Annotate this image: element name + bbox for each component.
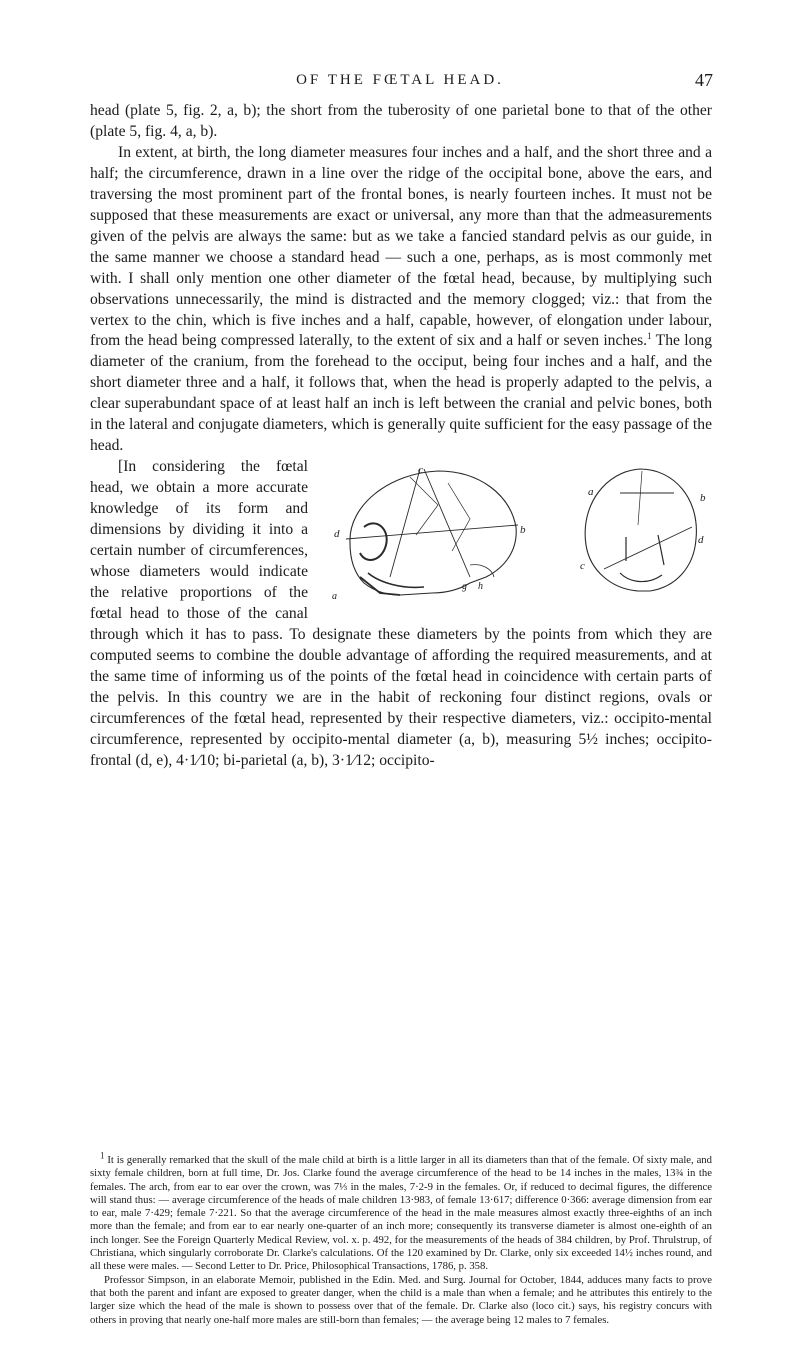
running-head: [0, 70, 800, 92]
skull-front-view: [580, 469, 706, 591]
label-c: c: [418, 465, 423, 477]
paragraph-extent-text: In extent, at birth, the long diameter measures four inches and a half, and the short three and a half; the circumference, drawn in a line over the ridge of the occipital bone, above the ears, and traversing the most prominent part of the frontal bones, is nearly fourteen inches. It must not be supposed that these measurements are exact or universal, any more than that the admeasurements given of the pelvis are always the same: but as we take a fancied standard pelvis as our guide, in the same manner we choose a standard head — such a one, perhaps, as is most commonly met with. I shall only mention one other diameter of the fœtal head, because, by multiplying such observations unnecessarily, the mind is distracted and the memory clogged; viz.: that from the vertex to the chin, which is five inches and a half, capable, however, of elongation under labour, from the head being compressed laterally, to the extent of six and a half or seven inches.: [90, 143, 712, 350]
footnotes: [90, 1150, 712, 1327]
skull-figure: [320, 465, 712, 601]
label-c-right: c: [580, 560, 585, 573]
skull-side-jaw: [368, 573, 424, 587]
paragraph-circumferences-text: [In considering the fœtal head, we obtain a more accurate knowledge of its form and dimensions by dividing it into a certain number of circumferences, whose diameters would indicate the relative proportions of the fœtal head to those of the canal through which it has to pass. To designate these diameters by the points from which they are computed seems to combine the double advantage of affording the required measurements, and at the same time of informing us of the points of the fœtal head in coincidence with certain parts of the pelvis. In this country we are in the habit of reckoning four distinct regions, ovals or circumferences of the fœtal head, represented by their respective diameters, viz.: occipito-mental circumference, represented by occipito-mental diameter (a, b), measuring 5½ inches; occipito-frontal (d, e), 4·1⁄10; bi-parietal (a, b), 3·1⁄12; occipito-: [90, 458, 712, 769]
page-number: 47: [695, 70, 713, 90]
label-d-right: d: [698, 534, 704, 547]
skull-front-cheeks: [626, 535, 664, 565]
skull-side-view: [332, 465, 526, 601]
paragraph-circumferences: [90, 457, 712, 771]
paragraph-long-diameter: The long diameter of the cranium, from the forehead to the occiput, being four inches and a half, and the short diameter three and a half, it follows that, when the head is properly adapted to the pelvis, a clear superabundant space of at least half an inch is left between the cranial and pelvic bones, both in the lateral and conjugate diameters, which is generally quite sufficient for the easy passage of the head.: [90, 332, 712, 455]
footnote-1-marker: 1: [100, 1150, 105, 1161]
footnote-marker: 1: [647, 331, 652, 342]
diameter-line-cd: [604, 527, 692, 569]
label-d: d: [334, 528, 340, 541]
paragraph-extent: [90, 143, 712, 457]
skull-diagrams: [320, 465, 712, 601]
paragraph-continued: head (plate 5, fig. 2, a, b); the short from the tuberosity of one parietal bone to that of the other (plate 5, fig. 4, a, b).: [90, 102, 712, 140]
diameter-line-cg: [390, 469, 420, 577]
skull-side-eye-orbit: [360, 524, 387, 561]
skull-front-suture: [638, 471, 642, 525]
footnote-2: Professor Simpson, in an elaborate Memoir, published in the Edin. Med. and Surg. Journal for October, 1844, adduces many facts to prove that both the parent and infant are exposed to greater danger, when the child is a male than when a female; and he attributes this entirely to the larger size which the head of the male is shown to possess over that of the female. Dr. Clarke also (loco cit.) says, his registry concurs with others in proving that nearly one-half more males are still-born than females; — the average being 12 males to 7 females.: [90, 1273, 712, 1326]
label-b: b: [520, 524, 526, 537]
label-g: g: [462, 581, 467, 593]
body-text: [90, 101, 712, 772]
label-a-bottom: a: [332, 591, 337, 602]
footnote-1: [90, 1150, 712, 1274]
skull-front-jaw: [620, 573, 662, 582]
label-b-right: b: [700, 492, 706, 505]
diameter-line-db: [346, 525, 518, 539]
label-a: a: [588, 486, 594, 499]
running-title: OF THE FŒTAL HEAD.: [296, 72, 504, 88]
skull-side-sutures: [410, 477, 470, 551]
footnote-1-text: It is generally remarked that the skull of the male child at birth is a little larger in all its diameters than that of the female. Of sixty male, and sixty female children, born at full time, Dr. Jos. Clarke found the average circumference of the head to be 14 inches in the males, 13¾ in the females. The arch, from ear to ear over the crown, was 7⅓ in the males, 7·2-9 in the females. Or, if reduced to decimal figures, the difference will stand thus: — average circumference of the heads of male children 13·983, of female 13·617; difference 0·366: average dimension from ear to ear, male 7·429; female 7·221. So that the average circumference of the head in the male measures almost exactly three-eighths of an inch more than the female; and from ear to ear nearly one-quarter of an inch more; consequently its transverse diameter is almost one-eighth of an inch longer. See the Foreign Quarterly Medical Review, vol. x. p. 492, for the measurements of the heads of 384 children, by Prof. Thrulstrup, of Christiana, which singularly corroborate Dr. Clarke's calculations. Of the 120 examined by Dr. Clarke, only six exceeded 14½ inches round, and all these were males. — Second Letter to Dr. Price, Philosophical Transactions, 1786, p. 358.: [90, 1154, 712, 1273]
diameter-line-ch: [424, 469, 470, 577]
label-h: h: [478, 581, 483, 593]
